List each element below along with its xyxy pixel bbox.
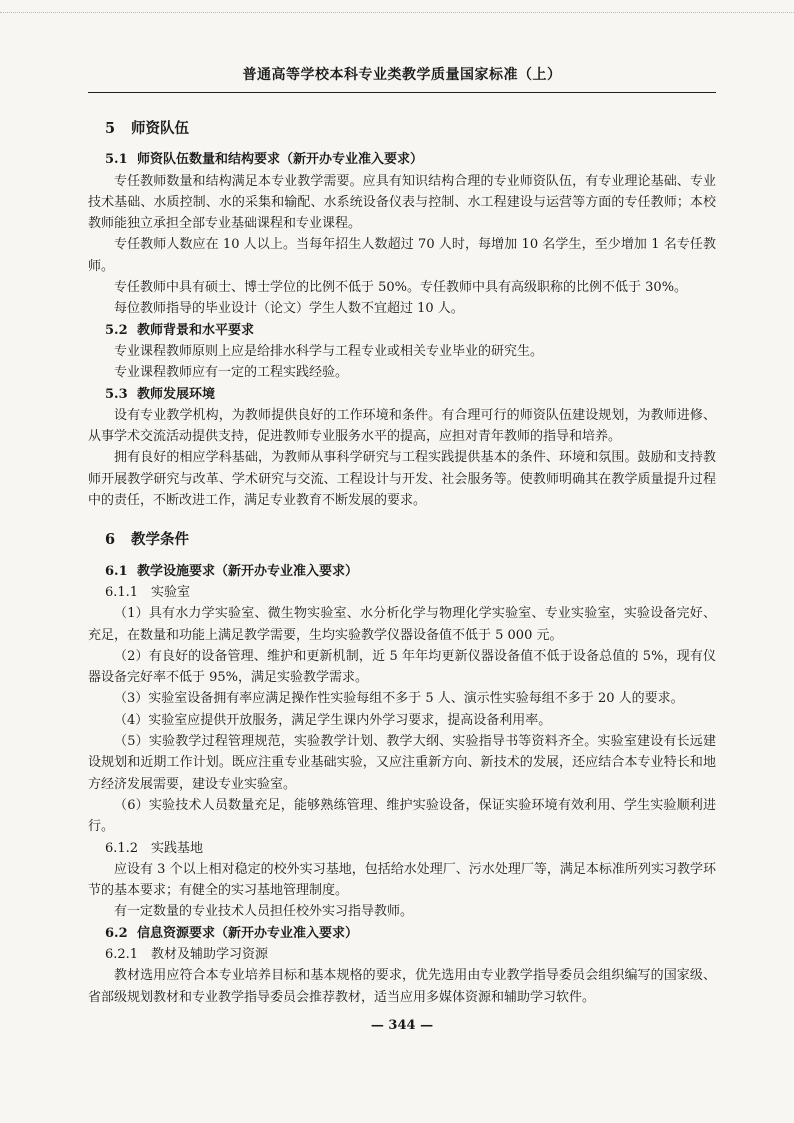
section-5-2-heading: 5.2 教师背景和水平要求	[105, 322, 255, 338]
page-body	[88, 112, 716, 1008]
section-6-1-2-heading: 6.1.2 实践基地	[105, 840, 204, 856]
scan-edge-mark	[0, 12, 794, 19]
paragraph: 专任教师人数应在 10 人以上。当每年招生人数超过 70 人时，每增加 10 名学生，至少增加 1 名专任教师。	[88, 237, 716, 274]
paragraph: 设有专业教学机构，为教师提供良好的工作环境和条件。有合理可行的师资队伍建设规划，为教师进修、从事学术交流活动提供支持，促进教师专业服务水平的提高，应担对青年教师的指导和培养。	[88, 407, 716, 445]
list-item: （2）有良好的设备管理、维护和更新机制，近 5 年年均更新仪器设备值不低于设备总值的 5%，现有仪器设备完好率不低于 95%，满足实验教学需求。	[88, 648, 716, 686]
section-6-1-heading: 6.1 教学设施要求（新开办专业准入要求）	[105, 563, 359, 579]
section-5-1-heading: 5.1 师资队伍数量和结构要求（新开办专业准入要求）	[105, 152, 424, 168]
list-item: （1）具有水力学实验室、微生物实验室、水分析化学与物理化学实验室、专业实验室，实验设备完好、充足，在数量和功能上满足教学需要，生均实验教学仪器设备值不低于 5 000 元。	[88, 606, 716, 643]
paragraph: 专业课程教师应有一定的工程实践经验。	[114, 365, 349, 381]
list-item: （3）实验室设备拥有率应满足操作性实验每组不多于 5 人、演示性实验每组不多于 20 人的要求。	[114, 691, 684, 707]
page-number: — 344 —	[370, 1018, 434, 1033]
paragraph: 教材选用应符合本专业培养目标和基本规格的要求，优先选用由专业教学指导委员会组织编写的国家级、省部级规划教材和专业教学指导委员会推荐教材，适当应用多媒体资源和辅助学习软件。	[88, 968, 716, 1005]
paragraph: 拥有良好的相应学科基础，为教师从事科学研究与工程实践提供基本的条件、环境和氛围。鼓励和支持教师开展教学研究与改革、学术研究与交流、工程设计与开发、社会服务等。使教师明确其在教学质量提升过程中的责任，不断改进工作，满足专业教育不断发展的要求。	[88, 450, 716, 509]
paragraph: 应设有 3 个以上相对稳定的校外实习基地，包括给水处理厂、污水处理厂等，满足本标准所列实习教学环节的基本要求；有健全的实习基地管理制度。	[88, 861, 716, 899]
paragraph: 专业课程教师原则上应是给排水科学与工程专业或相关专业毕业的研究生。	[114, 343, 544, 359]
header-rule	[88, 92, 716, 93]
list-item: （4）实验室应提供开放服务，满足学生课内外学习要求，提高设备利用率。	[114, 712, 552, 728]
paragraph: 每位教师指导的毕业设计（论文）学生人数不宜超过 10 人。	[114, 301, 464, 317]
paragraph: 专任教师中具有硕士、博士学位的比例不低于 50%。专任教师中具有高级职称的比例不低于 30%。	[114, 280, 688, 296]
section-6-2-1-heading: 6.2.1 教材及辅助学习资源	[105, 946, 269, 962]
section-6-2-heading: 6.2 信息资源要求（新开办专业准入要求）	[105, 925, 359, 941]
running-header: 普通高等学校本科专业类教学质量国家标准（上）	[242, 67, 562, 83]
section-6-heading: 6 教学条件	[105, 531, 189, 549]
paragraph: 专任教师数量和结构满足本专业教学需要。应具有知识结构合理的专业师资队伍，有专业理论基础、专业技术基础、水质控制、水的采集和输配、水系统设备仪表与控制、水工程建设与运营等方面的专任教师；本校教师能独立承担全部专业基础课程和专业课程。	[88, 173, 716, 232]
section-5-3-heading: 5.3 教师发展环境	[105, 386, 216, 402]
list-item: （5）实验教学过程管理规范，实验教学计划、教学大纲、实验指导书等资料齐全。实验室建设有长远建设规划和近期工作计划。既应注重专业基础实验，又应注重新方向、新技术的发展，还应结合本专业特长和地方经济发展需要，建设专业实验室。	[88, 734, 716, 792]
section-6-1-1-heading: 6.1.1 实验室	[105, 584, 191, 600]
paragraph: 有一定数量的专业技术人员担任校外实习指导教师。	[114, 904, 414, 920]
section-5-heading: 5 师资队伍	[105, 120, 189, 137]
list-item: （6）实验技术人员数量充足，能够熟练管理、维护实验设备，保证实验环境有效利用、学生实验顺利进行。	[88, 797, 716, 835]
